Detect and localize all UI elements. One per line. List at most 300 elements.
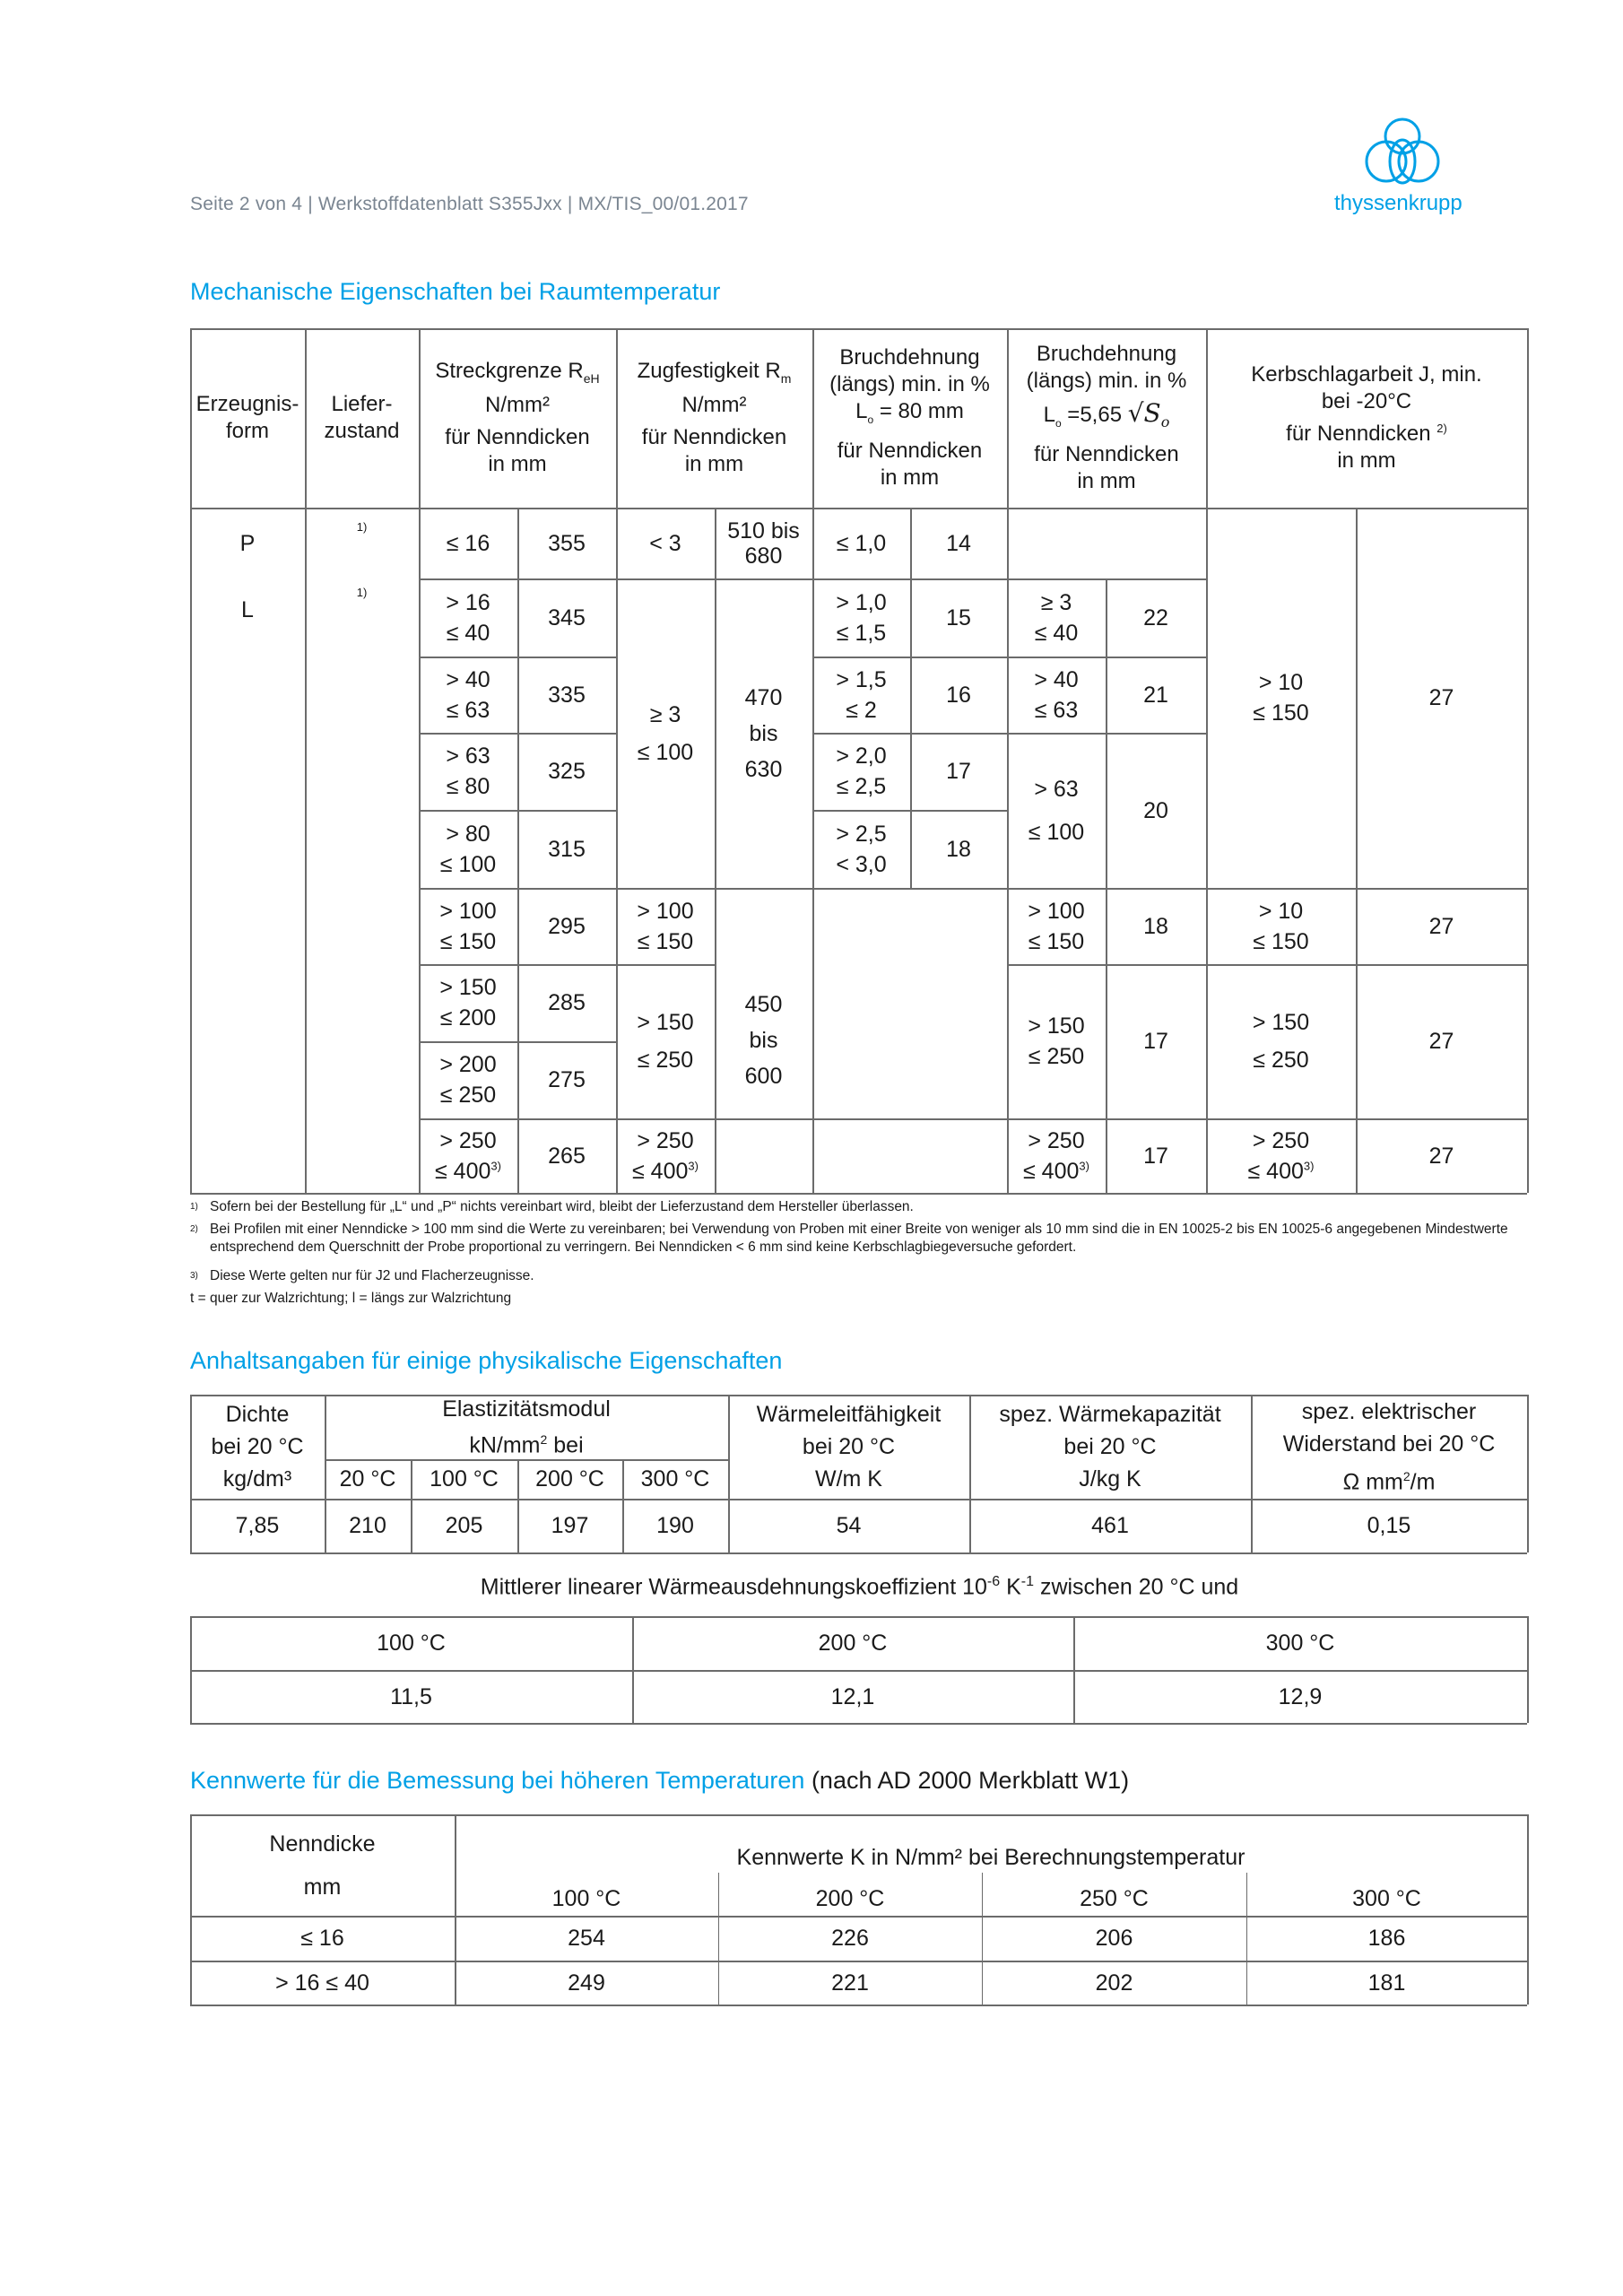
range-upper-wrap — [638, 737, 693, 768]
table-rule — [517, 508, 519, 1193]
bruch565-value — [1106, 657, 1206, 733]
range-stack — [637, 1007, 693, 1075]
header-text: Dichte — [225, 1402, 290, 1427]
table-rule — [190, 508, 1527, 509]
header-text: L — [855, 398, 868, 423]
range-upper-wrap — [836, 849, 886, 880]
table-rule — [616, 964, 715, 966]
value: 15 — [946, 604, 971, 631]
temperature: 100 °C — [430, 1466, 499, 1492]
table-rule — [728, 1395, 730, 1552]
table-rule — [616, 1118, 812, 1120]
streck-thickness — [419, 1041, 517, 1118]
range-upper: ≤ 40 — [1034, 620, 1079, 646]
range-upper: ≤ 400 — [1023, 1158, 1080, 1184]
table-rule — [419, 810, 616, 812]
value: bis — [749, 1028, 778, 1053]
header-text: bei -20°C — [1321, 389, 1412, 413]
footnote-ref: 3) — [1079, 1159, 1089, 1173]
header-text: W/m K — [814, 1466, 882, 1492]
emodul-value — [411, 1499, 517, 1552]
kerb-thickness — [1206, 964, 1356, 1118]
table-rule — [419, 1118, 616, 1120]
section-title-physical: Anhaltsangaben für einige physikalische Eigenschaften — [190, 1347, 783, 1374]
range-upper-wrap — [440, 1080, 496, 1110]
bruch565-value — [1106, 1118, 1206, 1193]
design-value — [982, 1916, 1246, 1961]
streck-value — [517, 964, 616, 1041]
bruch80-thickness — [812, 810, 910, 888]
footnote-ref: 3) — [490, 1159, 501, 1173]
range-upper-wrap — [440, 1003, 496, 1033]
header-text: = 80 mm — [873, 398, 964, 423]
table-rule — [190, 1670, 1527, 1672]
table-rule — [1356, 508, 1358, 1193]
header-dichte — [190, 1395, 325, 1499]
streck-value — [517, 733, 616, 810]
range-lower: > 40 — [446, 666, 490, 692]
kerb-value — [1356, 964, 1527, 1118]
header-text: Bruchdehnung — [1036, 341, 1177, 366]
bruch565-thickness — [1007, 578, 1106, 657]
design-value — [718, 1916, 982, 1961]
header-unit: N/mm² — [485, 392, 550, 417]
header-text: Widerstand bei 20 °C — [1282, 1431, 1496, 1457]
table-rule — [812, 1118, 1007, 1120]
bruch80-value — [910, 657, 1007, 733]
table-rule — [190, 1961, 1527, 1962]
table-rule — [517, 1459, 519, 1552]
header-title-row — [435, 358, 599, 392]
table-rule — [616, 888, 715, 890]
value: 285 — [548, 990, 586, 1015]
table-rule — [812, 888, 1007, 890]
header-waermeleit — [728, 1395, 969, 1499]
range-lower: > 250 — [1252, 1127, 1310, 1153]
range-stack — [446, 741, 490, 802]
zug-value — [715, 508, 812, 578]
zug-thickness — [616, 1118, 715, 1193]
value: 20 — [1143, 797, 1168, 823]
range-stack — [638, 700, 693, 768]
footnote-ref: 2) — [1436, 422, 1447, 435]
kerb-thickness — [1206, 1118, 1356, 1193]
delivery-footnote: 1) — [356, 520, 368, 534]
range-lower: ≥ 3 — [1040, 589, 1072, 615]
header-text: Kerbschlagarbeit J, min. — [1251, 362, 1482, 387]
table-rule — [190, 1616, 1527, 1618]
header-text: Liefer- — [331, 392, 393, 416]
header-waermekap — [969, 1395, 1251, 1499]
header-widerstand — [1251, 1395, 1527, 1499]
range-lower: > 250 — [1028, 1127, 1085, 1153]
design-temp — [982, 1882, 1246, 1916]
expansion-title-text: Mittlerer linearer Wärmeausdehnungskoeffizient 10 — [480, 1574, 987, 1600]
streck-thickness — [419, 733, 517, 810]
footnote-text: Diese Werte gelten nur für J2 und Flacherzeugnisse. — [210, 1268, 534, 1283]
range-upper: ≤ 100 — [1028, 819, 1085, 845]
range-lower: ≥ 3 — [649, 701, 681, 727]
table-rule — [190, 1552, 1527, 1554]
value: 12,9 — [1278, 1683, 1323, 1709]
value: 275 — [548, 1067, 586, 1092]
range-lower: > 16 — [446, 589, 490, 615]
footnote-text: Bei Profilen mit einer Nenndicke > 100 mm sind die Werte zu vereinbaren; bei Verwendung von Proben mit einer Breite von weniger als 10 mm sind die in EN 10025-2 bis EN 10025-6 angegebenen Mindestwerte entsprechend dem Querschnitt der Probe proportional zu verringern. Bei Nenndicken < 6 mm sind keine Kerbschlagbiegeversuche gefordert. — [210, 1222, 1508, 1255]
temperature: 300 °C — [1352, 1886, 1421, 1911]
value: 17 — [1143, 1143, 1168, 1169]
design-temp — [718, 1882, 982, 1916]
range-upper-wrap — [1253, 926, 1308, 957]
expansion-title-suffix: zwischen 20 °C und — [1034, 1574, 1239, 1600]
table-rule — [190, 1499, 1527, 1500]
subscript: o — [1055, 416, 1062, 430]
table-rule — [1007, 328, 1009, 1193]
value: 355 — [548, 530, 586, 556]
temperature: 250 °C — [1080, 1886, 1149, 1911]
temperature: 200 °C — [818, 1631, 888, 1656]
range-upper-wrap — [837, 618, 886, 648]
value: 0,15 — [1367, 1513, 1411, 1538]
thickness: > 16 ≤ 40 — [275, 1970, 369, 1996]
value: 210 — [349, 1513, 386, 1538]
header-kerbschlagarbeit — [1206, 328, 1527, 508]
subscript: o — [867, 413, 874, 426]
footnote-mark: 3) — [190, 1271, 198, 1281]
range-upper-wrap — [1028, 926, 1084, 957]
table-rule — [1007, 888, 1206, 890]
range-stack — [836, 587, 886, 648]
table-rule — [190, 1814, 1527, 1816]
header-erzeugnisform — [190, 328, 305, 508]
table-rule — [1007, 657, 1206, 658]
zug-value — [715, 578, 812, 888]
range-upper-wrap — [447, 618, 490, 648]
range-upper: ≤ 150 — [1028, 928, 1085, 954]
range-upper: ≤ 150 — [1253, 700, 1309, 726]
subscript: m — [780, 370, 792, 386]
range-lower: > 150 — [637, 1010, 694, 1035]
header-kennwerte — [455, 1832, 1527, 1882]
value: 450 — [744, 992, 783, 1017]
table-rule — [1073, 1616, 1075, 1723]
range-stack — [1034, 665, 1078, 726]
table-rule — [419, 1041, 616, 1043]
header-nenndicke — [190, 1814, 455, 1916]
table-rule — [1206, 1118, 1527, 1120]
header-bruchdehnung-565 — [1007, 328, 1206, 508]
table-rule — [419, 578, 616, 580]
value: 202 — [1095, 1970, 1133, 1996]
header-unit — [1343, 1460, 1436, 1498]
range-upper-wrap — [837, 771, 886, 802]
value: 206 — [1095, 1926, 1133, 1951]
range-upper-wrap — [1253, 1045, 1308, 1075]
unit: kN/mm — [469, 1432, 541, 1458]
header-text: J/kg K — [1079, 1466, 1141, 1492]
expansion-title — [190, 1574, 1529, 1600]
range-upper: ≤ 2,5 — [836, 774, 887, 799]
range-upper-wrap — [447, 695, 490, 726]
streck-value — [517, 1041, 616, 1118]
table-rule — [910, 508, 912, 888]
footnote-ref: 3) — [688, 1159, 699, 1173]
range-stack — [649, 528, 681, 559]
streck-value — [517, 810, 616, 888]
range-upper: ≤ 100 — [439, 851, 497, 877]
footnote-text: Sofern bei der Bestellung für „L“ und „P“ nichts vereinbart wird, bleibt der Lieferzustand dem Hersteller überlassen. — [210, 1199, 914, 1214]
range-stack — [1253, 1007, 1309, 1075]
expansion-value — [190, 1670, 632, 1723]
design-thickness — [190, 1961, 455, 2005]
subscript: o — [1160, 413, 1170, 430]
table-rule — [1246, 1873, 1247, 2005]
range-upper: ≤ 400 — [1247, 1158, 1304, 1184]
value: 16 — [946, 682, 971, 708]
header-unit: N/mm² — [681, 392, 747, 417]
unit: bei — [547, 1432, 584, 1458]
design-temp — [455, 1882, 718, 1916]
table-rule — [190, 1395, 192, 1552]
value: 197 — [551, 1513, 589, 1538]
range-lower: > 250 — [637, 1127, 694, 1153]
temperature: 20 °C — [339, 1466, 396, 1492]
value: 27 — [1428, 913, 1454, 939]
range-stack — [435, 1126, 501, 1187]
zug-thickness — [616, 964, 715, 1118]
footnote — [190, 1267, 1526, 1285]
value: 17 — [1143, 1029, 1168, 1054]
header-text: kg/dm³ — [222, 1466, 292, 1492]
streck-thickness — [419, 810, 517, 888]
table-rule — [812, 578, 1007, 580]
bruch80-value — [910, 508, 1007, 578]
kerb-value — [1356, 1118, 1527, 1193]
range-stack — [446, 587, 490, 648]
table-rule — [982, 1873, 983, 2005]
header-text: in mm — [684, 451, 744, 476]
range-upper-wrap — [1248, 1156, 1315, 1187]
bruch565-thickness — [1007, 888, 1106, 964]
bruch565-thickness — [1007, 733, 1106, 888]
range-lower: > 10 — [1258, 670, 1304, 695]
range-upper: ≤ 150 — [439, 928, 497, 954]
zug-thickness — [616, 578, 715, 888]
range-upper: ≤ 250 — [1028, 1044, 1085, 1069]
design-value — [455, 1961, 718, 2005]
range-stack — [439, 972, 496, 1033]
range-stack — [1028, 1011, 1084, 1072]
range-upper: ≤ 150 — [1253, 928, 1309, 954]
table-rule — [812, 328, 814, 1193]
value: 17 — [946, 759, 971, 784]
design-value — [718, 1961, 982, 2005]
streck-thickness — [419, 508, 517, 578]
sqrt-symbol: √S — [1127, 397, 1161, 428]
header-text: für Nenndicken — [837, 439, 983, 464]
range-lower: > 80 — [446, 821, 490, 847]
value: 27 — [1428, 1143, 1454, 1169]
range-stack — [837, 528, 886, 559]
range-upper: ≤ 250 — [637, 1048, 694, 1073]
footnote-mark: 1) — [190, 1202, 198, 1212]
range-stack — [1028, 896, 1084, 957]
exponent: 2 — [1402, 1468, 1410, 1483]
design-value — [1246, 1961, 1527, 2005]
header-text: für Nenndicken — [641, 424, 787, 449]
range-upper: ≤ 400 — [435, 1158, 491, 1184]
value: 18 — [1143, 913, 1168, 939]
gauge-length — [855, 398, 964, 433]
value: 680 — [744, 543, 783, 569]
table-rule — [325, 1395, 326, 1552]
bruch80-thickness — [812, 578, 910, 657]
streck-value — [517, 508, 616, 578]
header-text: (längs) min. in % — [829, 371, 990, 396]
table-rule — [1007, 964, 1206, 966]
header-text: (längs) min. in % — [1026, 368, 1187, 393]
streck-value — [517, 657, 616, 733]
range-lower: < 3 — [649, 530, 681, 556]
range-upper: < 3,0 — [836, 851, 887, 877]
range-upper: ≤ 1,5 — [836, 620, 887, 646]
kerb-value — [1356, 888, 1527, 964]
zug-thickness — [616, 508, 715, 578]
zug-thickness — [616, 888, 715, 964]
exponent: -1 — [1020, 1574, 1034, 1589]
range-upper-wrap — [1035, 695, 1078, 726]
value: bis — [749, 720, 778, 746]
product-form-P — [190, 508, 305, 579]
header-text: in mm — [880, 465, 940, 491]
streck-value — [517, 578, 616, 657]
exponent: 2 — [540, 1431, 548, 1447]
value: 630 — [744, 756, 783, 782]
table-rule — [715, 508, 716, 1193]
design-thickness — [190, 1916, 455, 1961]
table-rule — [190, 1916, 1527, 1918]
widerstand-value — [1251, 1499, 1527, 1552]
expansion-temp — [190, 1616, 632, 1670]
header-text: Wärmeleitfähigkeit — [756, 1402, 942, 1427]
unit: K — [1000, 1574, 1021, 1600]
header-text: spez. elektrischer — [1301, 1398, 1477, 1424]
streck-thickness — [419, 888, 517, 964]
table-rule — [812, 733, 1007, 735]
table-rule — [1527, 1814, 1529, 2005]
value: 54 — [836, 1513, 862, 1538]
product-form: P — [239, 531, 256, 556]
streck-value — [517, 1118, 616, 1193]
range-upper-wrap — [435, 1156, 501, 1187]
range-stack — [1028, 774, 1084, 848]
range-lower: > 150 — [1028, 1013, 1085, 1039]
value: 12,1 — [830, 1683, 875, 1709]
table-rule — [616, 578, 812, 580]
table-rule — [190, 328, 1527, 330]
section-title-design — [190, 1767, 1129, 1795]
dichte-value — [190, 1499, 325, 1552]
range-upper: ≤ 250 — [439, 1083, 497, 1108]
table-rule — [190, 1193, 1527, 1195]
header-text: Zugfestigkeit R — [637, 359, 781, 384]
emodul-temp — [325, 1459, 411, 1499]
value: 600 — [744, 1064, 783, 1089]
table-rule — [325, 1459, 728, 1461]
value: 27 — [1428, 685, 1454, 710]
range-upper-wrap — [1035, 618, 1078, 648]
delivery-footnote: 1) — [356, 586, 368, 599]
table-rule — [190, 1616, 192, 1723]
design-value — [455, 1916, 718, 1961]
range-upper-wrap — [440, 926, 496, 957]
streck-thickness — [419, 657, 517, 733]
table-rule — [1527, 1395, 1529, 1552]
table-rule — [305, 328, 307, 1193]
bruch565-value — [1106, 964, 1206, 1118]
header-unit — [469, 1424, 583, 1460]
range-upper: ≤ 63 — [446, 697, 490, 723]
header-text: mm — [303, 1874, 342, 1900]
bruch80-thickness — [812, 657, 910, 733]
bruch80-thickness — [812, 733, 910, 810]
range-stack — [632, 1126, 699, 1187]
range-upper: ≤ 63 — [1034, 697, 1079, 723]
header-lieferzustand — [305, 328, 419, 508]
range-stack — [1248, 1126, 1315, 1187]
range-stack — [439, 1049, 496, 1110]
header-text: form — [226, 419, 269, 443]
gauge-length — [1043, 397, 1170, 437]
streck-thickness — [419, 578, 517, 657]
expansion-value — [632, 1670, 1073, 1723]
kerb-thickness — [1206, 888, 1356, 964]
table-rule — [812, 657, 1007, 658]
table-rule — [1007, 578, 1206, 580]
value: 22 — [1143, 604, 1168, 631]
streck-thickness — [419, 1118, 517, 1193]
range-stack — [637, 896, 693, 957]
table-rule — [411, 1459, 412, 1552]
header-text: in mm — [1337, 448, 1396, 473]
table-rule — [1106, 578, 1107, 1193]
bruch565-value — [1106, 733, 1206, 888]
range-lower: ≤ 16 — [446, 530, 490, 556]
range-upper-wrap — [1253, 698, 1308, 728]
header-text: Erzeugnis- — [195, 392, 299, 416]
header-text: =5,65 — [1061, 402, 1128, 427]
range-lower: > 2,0 — [836, 744, 887, 769]
value: 181 — [1367, 1970, 1406, 1996]
value: 325 — [548, 759, 586, 784]
range-stack — [439, 896, 496, 957]
table-rule — [1527, 1616, 1529, 1723]
range-stack — [1023, 1126, 1089, 1187]
table-rule — [190, 2005, 1527, 2006]
bruch80-value — [910, 578, 1007, 657]
table-rule — [715, 888, 812, 890]
header-text: bei 20 °C — [1063, 1434, 1157, 1459]
table-rule — [1251, 1395, 1253, 1552]
footnote — [190, 1198, 1526, 1216]
bruch565-thickness — [1007, 1118, 1106, 1193]
header-text: spez. Wärmekapazität — [999, 1402, 1221, 1427]
value: 11,5 — [390, 1683, 432, 1709]
range-lower: > 40 — [1034, 666, 1079, 692]
range-lower: > 2,5 — [836, 821, 887, 847]
header-text: L — [1043, 402, 1055, 427]
range-upper-wrap — [447, 771, 490, 802]
bruch565-value — [1106, 888, 1206, 964]
